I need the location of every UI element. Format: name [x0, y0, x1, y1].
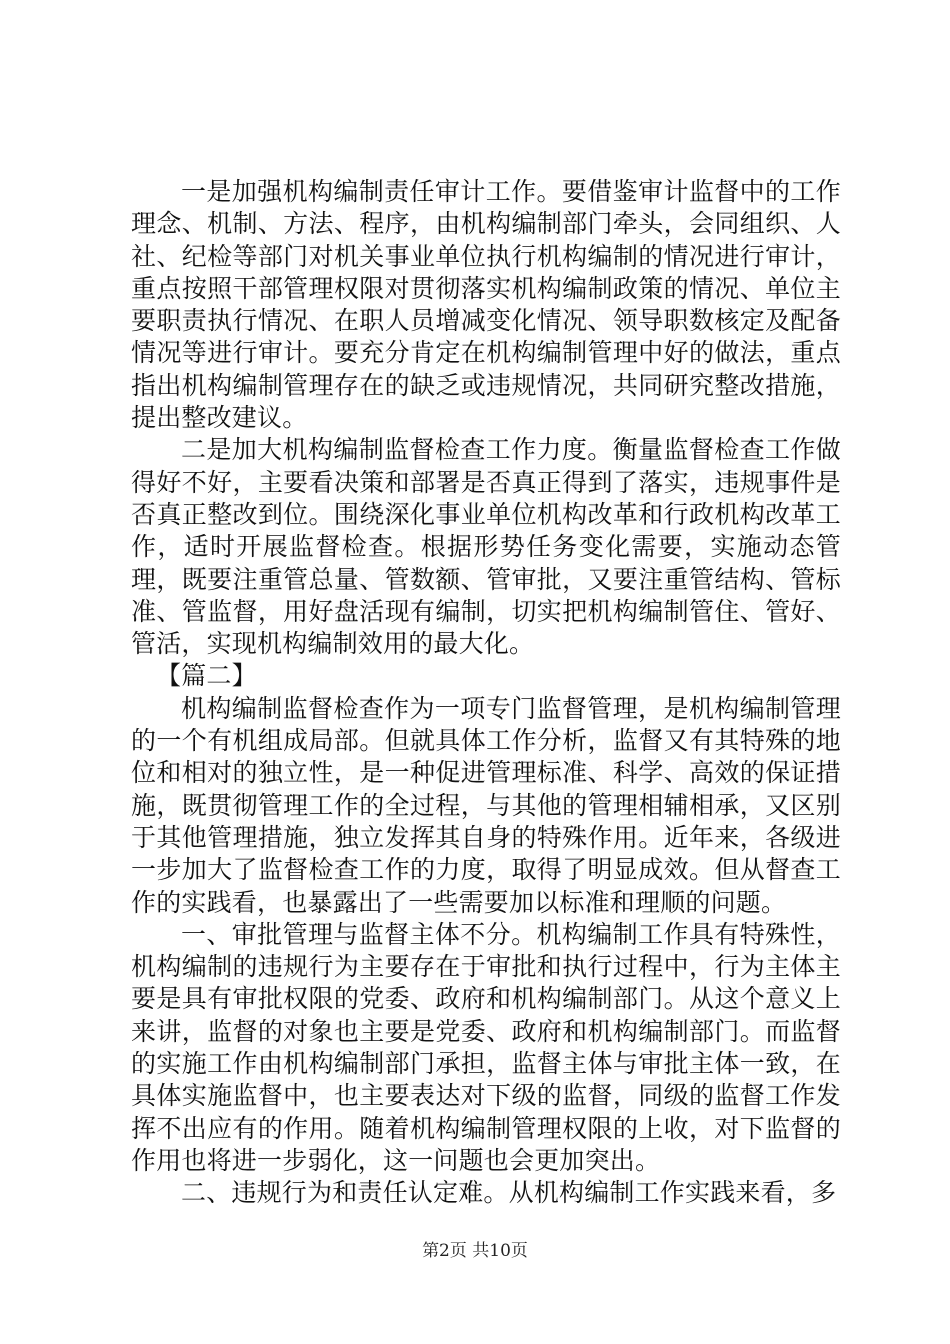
- page-number-footer: 第2页 共10页: [422, 1241, 528, 1261]
- paragraph-point-two: 二、违规行为和责任认定难。从机构编制工作实践来看，多: [181, 1178, 837, 1208]
- paragraph-intro: 机构编制监督检查作为一项专门监督管理，是机构编制管理的一个有机组成局部。但就具体工作分析，监督又有其特殊的地位和相对的独立性，是一种促进管理标准、科学、高效的保证措施，既贯彻管理工作的全过程，与其他的管理相辅相承，又区别于其他管理措施，独立发挥其自身的特殊作用。近年来，各级进一步加大了监督检查工作的力度，取得了明显成效。但从督查工作的实践看，也暴露出了一些需要加以标准和理顺的问题。: [131, 693, 841, 917]
- document-body: [131, 176, 841, 1210]
- paragraph-point-one: 一、审批管理与监督主体不分。机构编制工作具有特殊性，机构编制的违规行为主要存在于审批和执行过程中，行为主体主要是具有审批权限的党委、政府和机构编制部门。从这个意义上来讲，监督的对象也主要是党委、政府和机构编制部门。而监督的实施工作由机构编制部门承担，监督主体与审批主体一致，在具体实施监督中，也主要表达对下级的监督，同级的监督工作发挥不出应有的作用。随着机构编制管理权限的上收，对下监督的作用也将进一步弱化，这一问题也会更加突出。: [131, 919, 841, 1175]
- paragraph-audit: 一是加强机构编制责任审计工作。要借鉴审计监督中的工作理念、机制、方法、程序，由机构编制部门牵头，会同组织、人社、纪检等部门对机关事业单位执行机构编制的情况进行审计，重点按照干部管理权限对贯彻落实机构编制政策的情况、单位主要职责执行情况、在职人员增减变化情况、领导职数核定及配备情况等进行审计。要充分肯定在机构编制管理中好的做法，重点指出机构编制管理存在的缺乏或违规情况，共同研究整改措施，提出整改建议。: [131, 177, 841, 433]
- paragraph-supervision: 二是加大机构编制监督检查工作力度。衡量监督检查工作做得好不好，主要看决策和部署是否真正得到了落实，违规事件是否真正整改到位。围绕深化事业单位机构改革和行政机构改革工作，适时开展监督检查。根据形势任务变化需要，实施动态管理，既要注重管总量、管数额、管审批，又要注重管结构、管标准、管监督，用好盘活现有编制，切实把机构编制管住、管好、管活，实现机构编制效用的最大化。: [131, 435, 841, 659]
- section-heading: 【篇二】: [156, 661, 257, 691]
